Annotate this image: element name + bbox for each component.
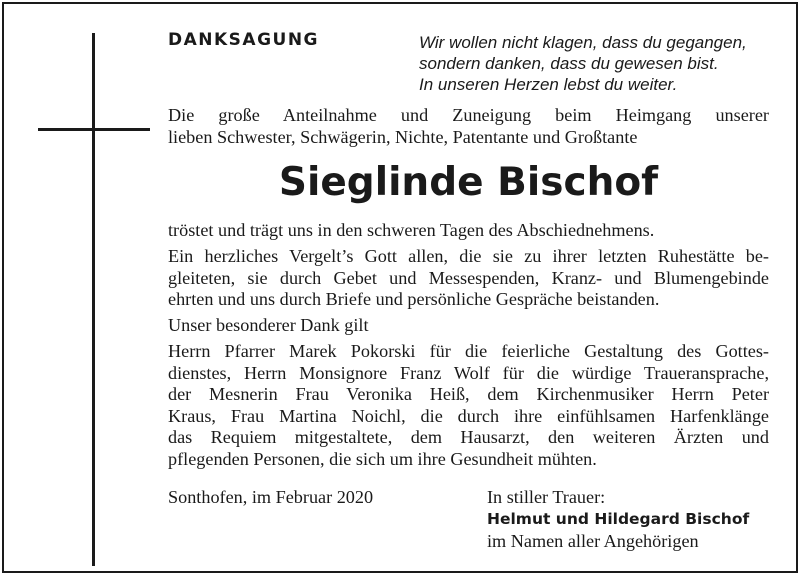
mourning-names: Helmut und Hildegard Bischof [487,510,750,528]
special-thanks-label: Unser besonderer Dank gilt [168,315,369,335]
special-line: das Requiem mitgestaltete, dem Hausarzt, den weiteren Ärzten und [168,427,769,447]
mourning-signature [487,486,749,552]
intro-line: Die große Anteilnahme und Zuneigung beim Heimgang unserer [168,105,769,125]
memorial-verse [419,32,747,95]
special-line: Herrn Pfarrer Marek Pokorski für die feierliche Gestaltung des Gottes- [168,341,769,361]
special-thanks-paragraph [168,341,769,470]
cross-icon-horizontal [38,128,150,131]
deceased-name: Sieglinde Bischof [278,160,659,205]
comfort-line: tröstet und trägt uns in den schweren Tagen des Abschiednehmens. [168,220,655,240]
cross-icon-vertical [92,33,95,566]
special-line: Kraus, Frau Martina Noichl, die durch ihre einfühlsamen Harfenklänge [168,405,769,426]
special-line: der Mesnerin Frau Veronika Heiß, dem Kirchenmusiker Herrn Peter [168,384,769,404]
thanks-line: ehrten und uns durch Briefe und persönliche Gespräche beistanden. [168,289,660,309]
intro-paragraph [168,105,769,148]
notice-heading: DANKSAGUNG [168,30,320,50]
special-line: pflegenden Personen, die sich um ihre Gesundheit mühten. [168,448,597,469]
thanks-line: gleiteten, sie durch Gebet und Messespenden, Kranz- und Blumengebinde [168,267,769,288]
intro-line: lieben Schwester, Schwägerin, Nichte, Patentante und Großtante [168,126,638,147]
thanks-line: Ein herzliches Vergelt’s Gott allen, die sie zu ihrer letzten Ruhestätte be- [168,246,769,266]
verse-line: Wir wollen nicht klagen, dass du gegangen, [419,33,747,52]
thanks-paragraph [168,246,769,311]
special-line: dienstes, Herrn Monsignore Franz Wolf für die würdige Traueransprache, [168,362,769,383]
verse-line: sondern danken, dass du gewesen bist. [419,54,719,73]
verse-line: In unseren Herzen lebst du weiter. [419,75,678,94]
place-date: Sonthofen, im Februar 2020 [168,487,374,507]
mourning-intro: In stiller Trauer: [487,487,606,507]
mourning-family: im Namen aller Angehörigen [487,531,699,551]
